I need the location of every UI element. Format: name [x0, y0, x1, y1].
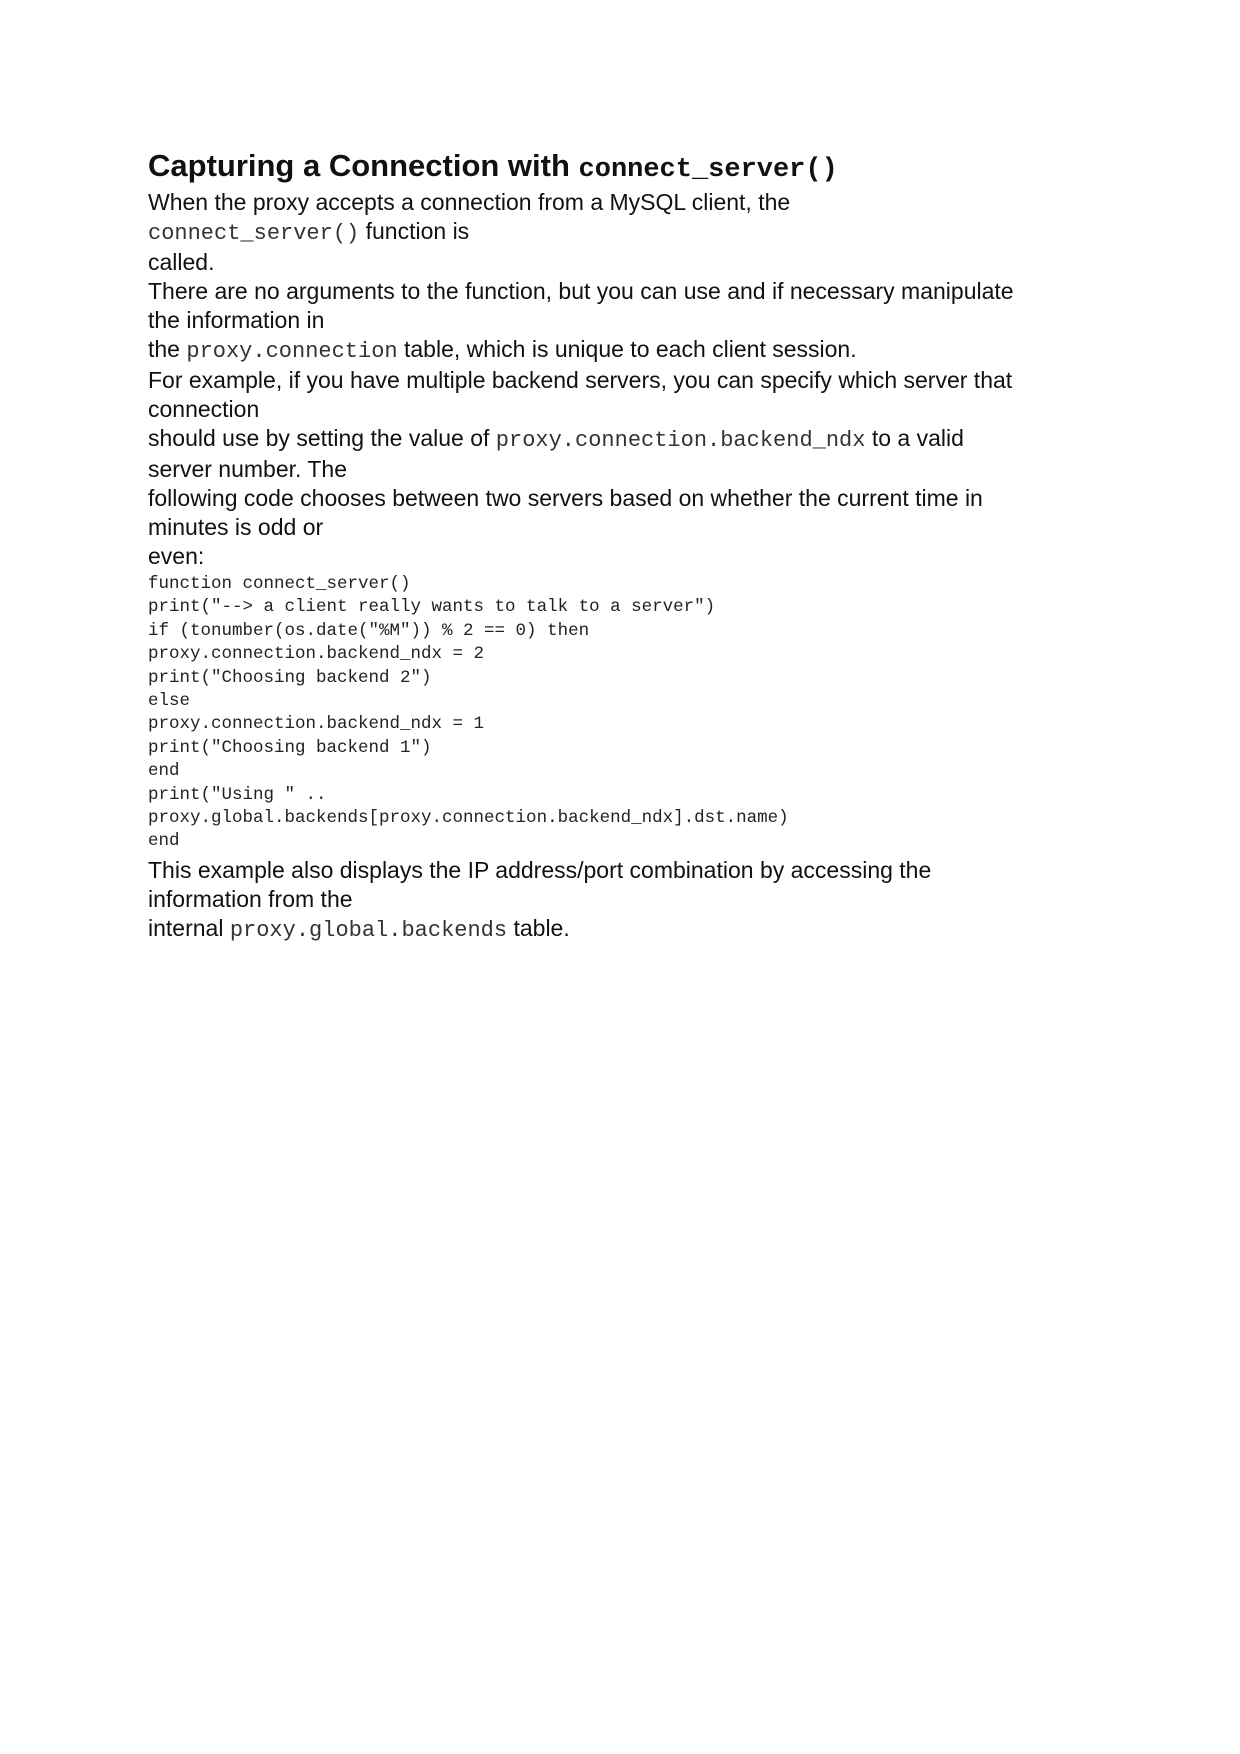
code-line: print("--> a client really wants to talk to a server"): [148, 597, 716, 618]
text-line: connection: [148, 396, 260, 422]
paragraph-ip-address: [148, 856, 1108, 945]
code-line: print("Choosing backend 2"): [148, 667, 432, 688]
paragraph-arguments: [148, 277, 1108, 366]
text-line: the information in: [148, 307, 325, 333]
document-page: [148, 148, 1108, 945]
text-line: following code chooses between two servers based on whether the current time in: [148, 485, 983, 511]
text-line: When the proxy accepts a connection from a MySQL client, the: [148, 189, 791, 215]
inline-text: should use by setting the value of: [148, 425, 496, 451]
inline-text: internal: [148, 914, 230, 941]
paragraph-connect-server-intro: [148, 188, 1108, 277]
text-line: server number. The: [148, 456, 348, 482]
text-line: There are no arguments to the function, but you can use and if necessary manipulate: [148, 278, 1014, 304]
inline-text: to a valid: [865, 425, 964, 451]
code-line: proxy.connection.backend_ndx = 2: [148, 644, 485, 665]
code-line: function connect_server(): [148, 574, 411, 594]
inline-text: table.: [507, 914, 570, 941]
text-line: [148, 424, 1108, 455]
text-line: This example also displays the IP address/port combination by accessing the: [148, 856, 932, 883]
code-line: else: [148, 691, 191, 712]
text-line: [148, 217, 1108, 248]
inline-code: proxy.connection: [186, 339, 398, 364]
heading-code: connect_server(): [578, 155, 838, 185]
heading-text: Capturing a Connection with: [148, 148, 579, 183]
code-line: print("Choosing backend 1"): [148, 737, 432, 758]
inline-code: connect_server(): [148, 221, 360, 246]
text-line: information from the: [148, 885, 353, 912]
inline-text: the: [148, 336, 187, 362]
code-block: [148, 573, 1108, 854]
code-line: proxy.global.backends[proxy.connection.backend_ndx].dst.name): [148, 808, 789, 829]
code-line: end: [148, 761, 180, 782]
text-line: called.: [148, 249, 215, 275]
code-line: proxy.connection.backend_ndx = 1: [148, 714, 485, 735]
code-line: end: [148, 831, 180, 852]
section-heading: [148, 148, 1108, 188]
inline-code: proxy.global.backends: [229, 917, 508, 943]
text-line: minutes is odd or: [148, 514, 324, 540]
text-line: For example, if you have multiple backend servers, you can specify which server that: [148, 367, 1013, 393]
code-line: if (tonumber(os.date("%M")) % 2 == 0) then: [148, 620, 590, 641]
code-line: print("Using " ..: [148, 784, 327, 805]
paragraph-example: [148, 366, 1108, 571]
text-line: even:: [148, 543, 205, 569]
text-line: [148, 335, 1108, 366]
inline-text: function is: [359, 218, 470, 244]
text-line: [148, 914, 1108, 945]
inline-code: proxy.connection.backend_ndx: [495, 428, 866, 453]
inline-text: table, which is unique to each client session.: [397, 336, 857, 362]
